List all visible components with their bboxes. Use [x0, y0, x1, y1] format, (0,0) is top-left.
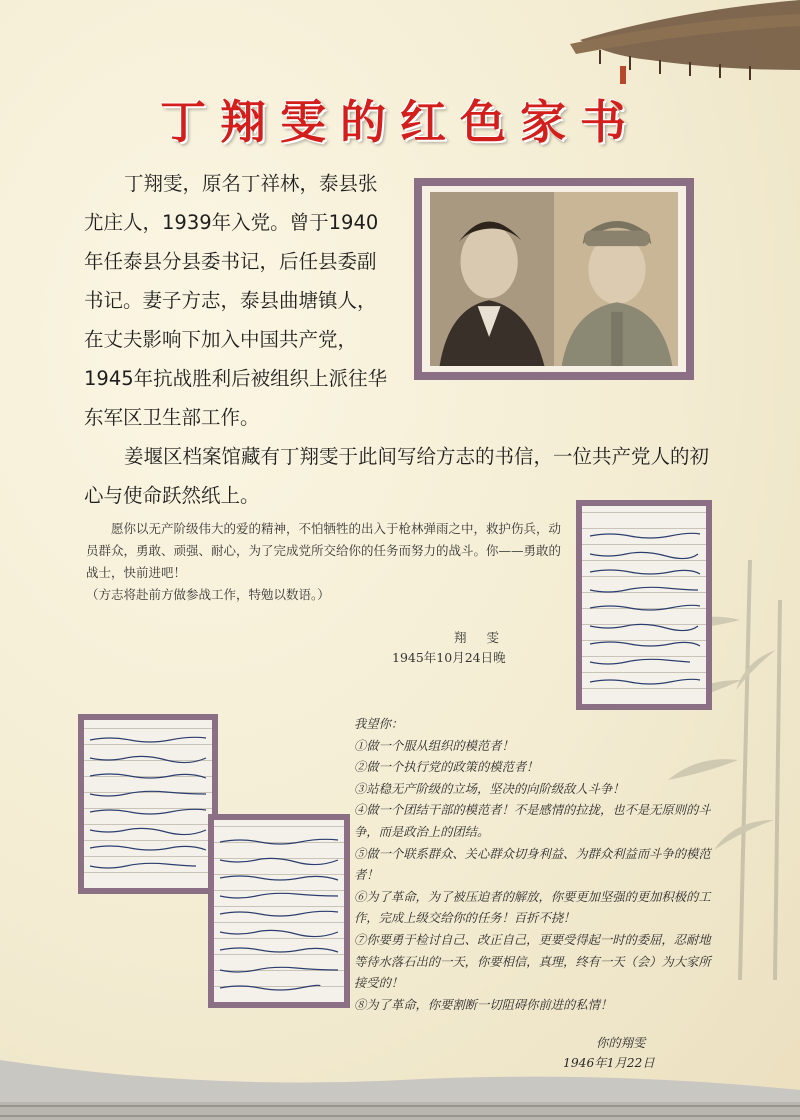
letter-1946-item: ③站稳无产阶级的立场，坚决的向阶级敌人斗争！ [354, 781, 625, 796]
letter-1946-item: ⑥为了革命，为了被压迫者的解放，你要更加坚强的更加积极的工作，完成上级交给你的任务！百折不挠！ [354, 889, 711, 926]
letter-1945-date: 1945年10月24日晚 [392, 650, 506, 665]
letter-1946-signature: 你的翔雯 [596, 1036, 646, 1050]
bottom-fret-border [0, 1050, 800, 1120]
intro-paragraph [84, 164, 389, 437]
letter-1945-signature: 翔 雯 [454, 630, 507, 645]
letter-1945-transcript [86, 518, 566, 606]
letter-1946-date: 1946年1月22日 [563, 1056, 655, 1070]
portrait-photo-uniform [554, 192, 678, 366]
letter-1946-greeting: 我望你： [354, 717, 404, 731]
handwritten-letter-1946-page2-photo [208, 814, 350, 1008]
portrait-photo-frame [414, 178, 694, 380]
handwritten-letter-scan [214, 820, 344, 1002]
portrait-photo-mount [422, 186, 686, 372]
letter-1945-body: 愿你以无产阶级伟大的爱的精神，不怕牺牲的出入于枪林弹雨之中，救护伤兵，动员群众，勇敢、顽强、耐心，为了完成党所交给你的任务而努力的战斗。你——勇敢的战士，快前进吧！ [86, 521, 562, 580]
letter-1946-item: ⑦你要勇于检讨自己、改正自己，更要受得起一时的委屈，忍耐地等待水落石出的一天，你要相信，真理，终有一天（会）为大家所接受的！ [354, 932, 711, 991]
intro-text: 丁翔雯，原名丁祥林，泰县张尤庄人，1939年入党。曾于1940年任泰县分县委书记，后任县委副书记。妻子方志，泰县曲塘镇人，在丈夫影响下加入中国共产党，1945年抗战胜利后被组织上派往华东军区卫生部工作。 [84, 172, 388, 429]
letter-1945-note: （方志将赴前方做参战工作，特勉以数语。） [86, 587, 330, 602]
letter-1946-transcript [354, 714, 714, 1016]
letter-1946-item: ①做一个服从组织的模范者！ [354, 738, 514, 753]
letter-1946-item: ⑤做一个联系群众、关心群众切身利益、为群众利益而斗争的模范者！ [354, 846, 711, 883]
portrait-photo-young [430, 192, 554, 366]
handwritten-letter-scan [582, 506, 706, 704]
handwritten-letter-1946-page1-photo [78, 714, 218, 894]
letter-1946-item: ⑧为了革命，你要割断一切阻碍你前进的私情！ [354, 997, 613, 1012]
handwritten-letter-1945-photo [576, 500, 712, 710]
letter-1946-item: ②做一个执行党的政策的模范者！ [354, 760, 539, 775]
handwritten-letter-scan [84, 720, 212, 888]
letter-1946-item: ④做一个团结干部的模范者！不是感情的拉拢，也不是无原则的斗争，而是政治上的团结。 [354, 803, 711, 839]
page-title: 丁翔雯的红色家书 [160, 95, 640, 149]
intro-archive-text: 姜堰区档案馆藏有丁翔雯于此间写给方志的书信，一位共产党人的初心与使命跃然纸上。 [84, 445, 710, 507]
